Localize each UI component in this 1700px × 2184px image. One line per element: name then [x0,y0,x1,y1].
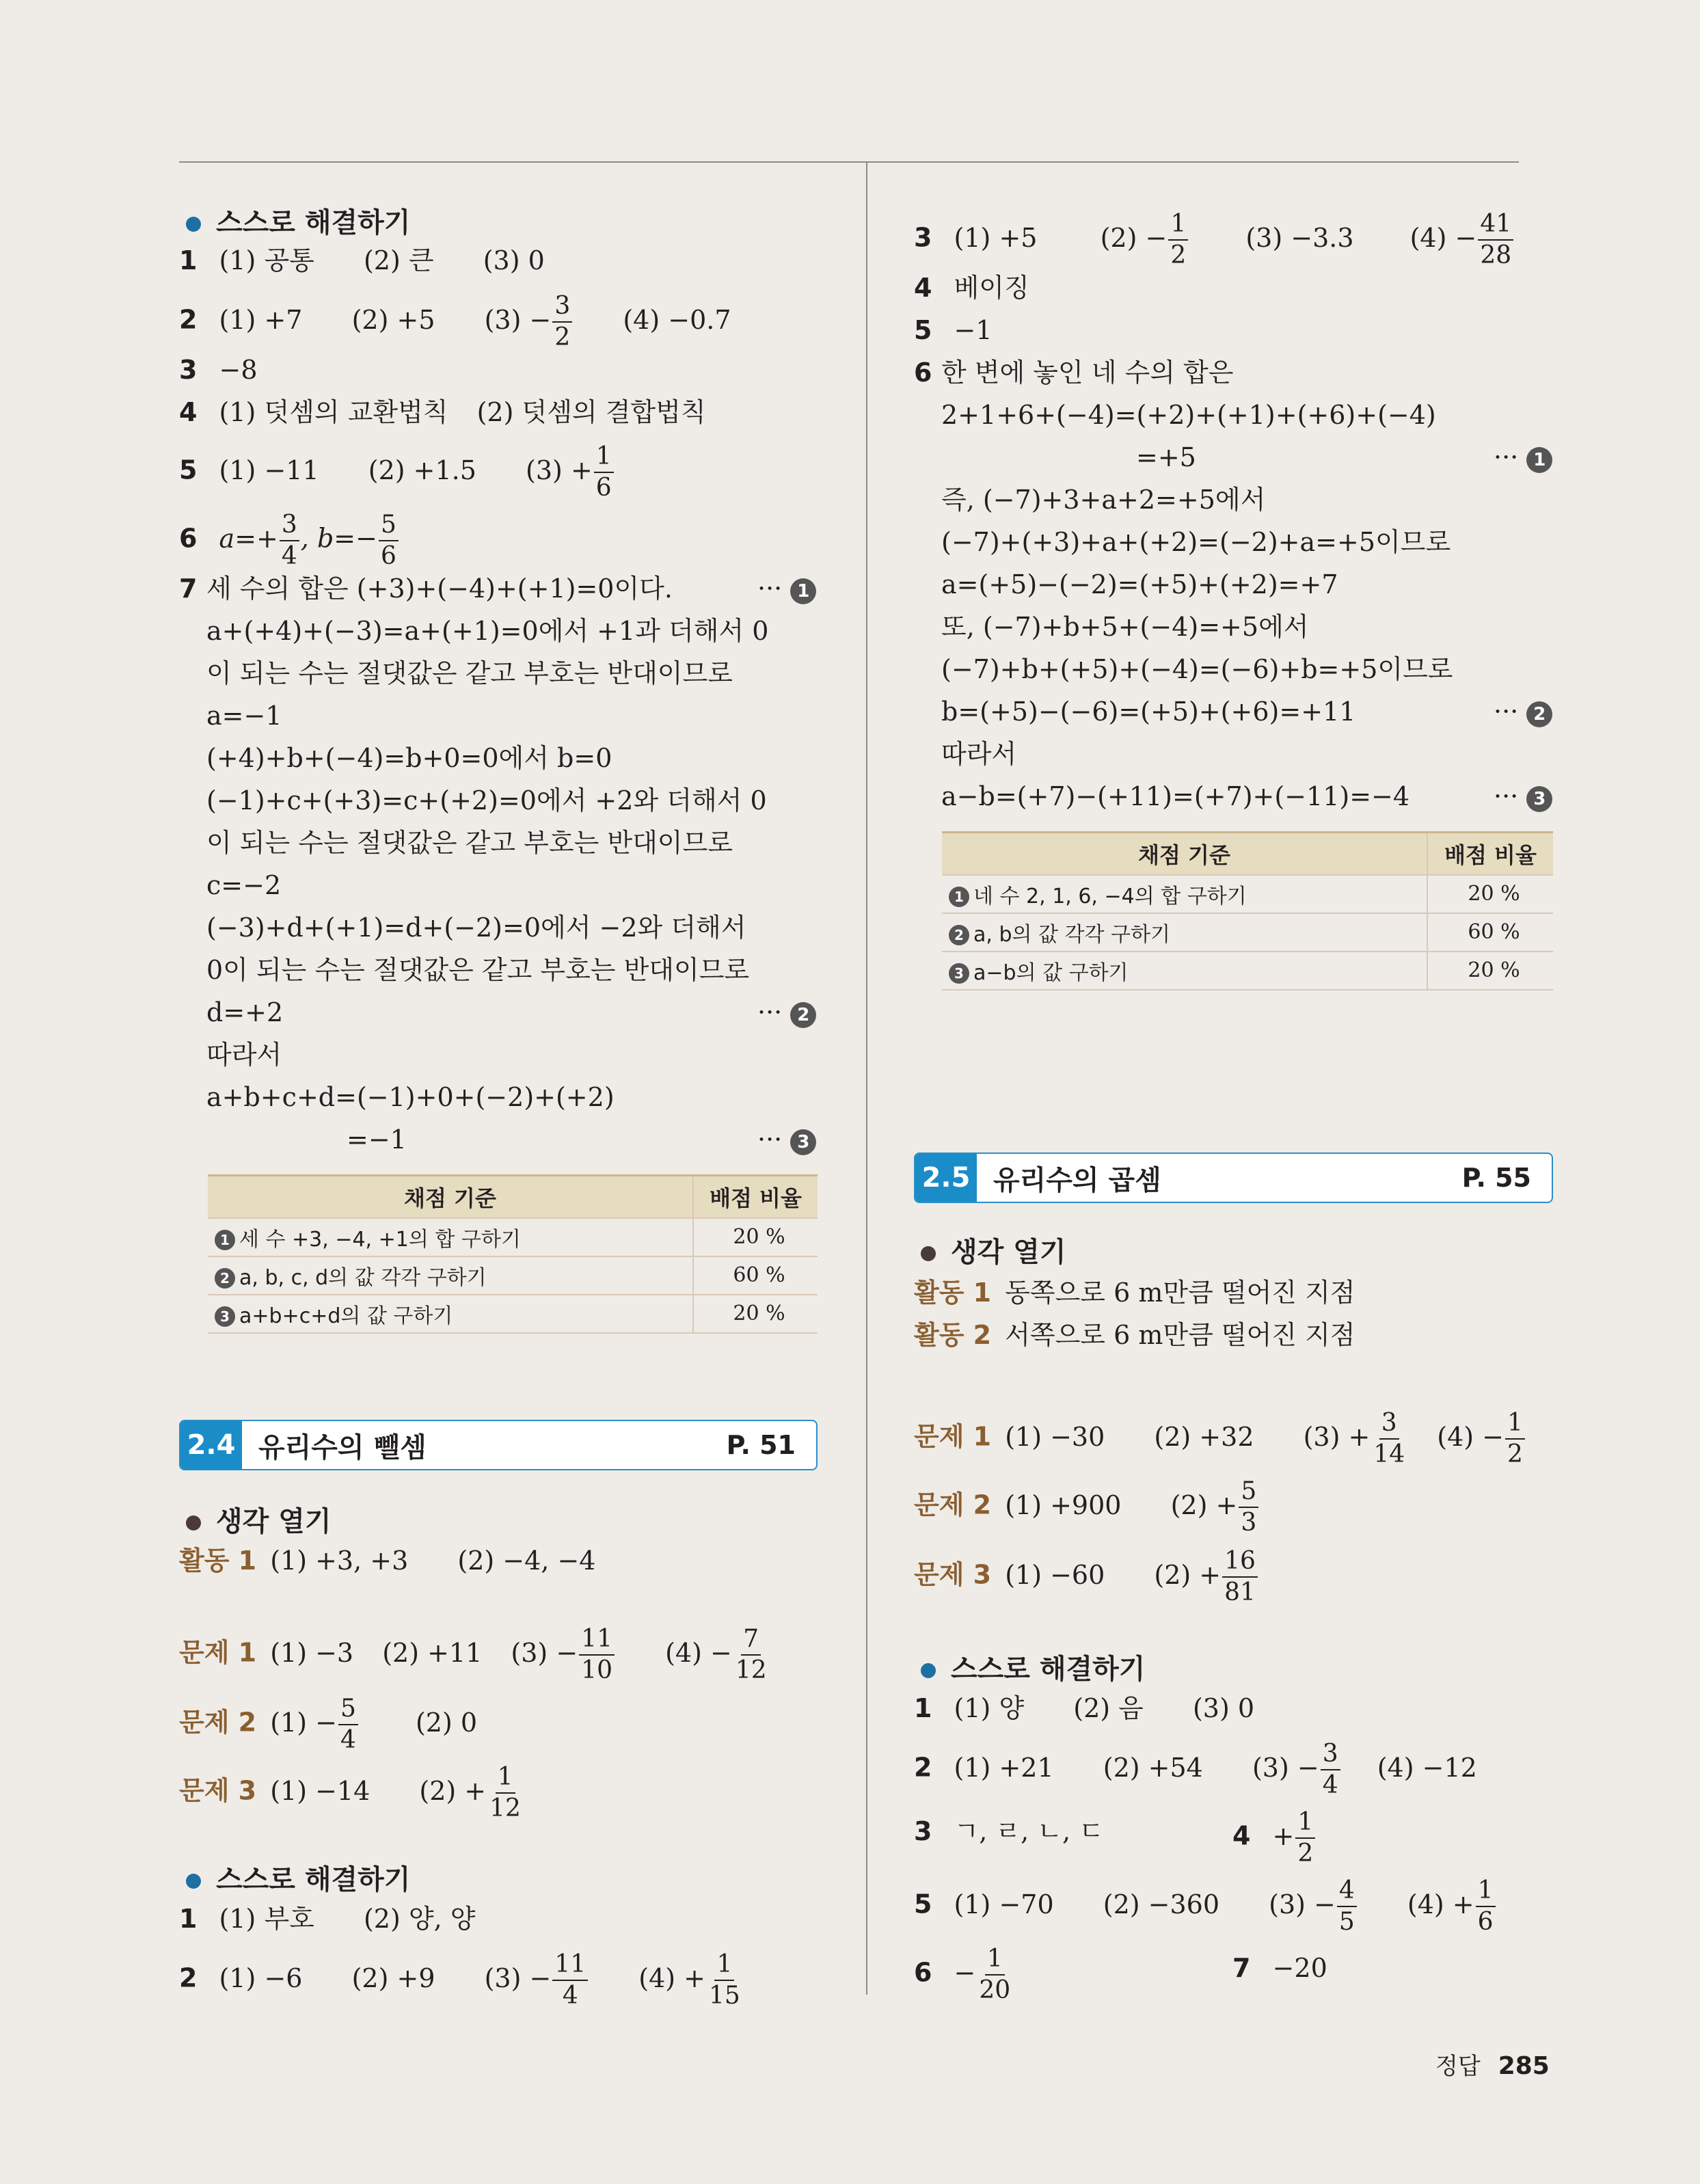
left-q7-number: 7 [179,574,198,604]
page-footer: 정답 285 [1435,2052,1550,2080]
right-self-q3: 3 ㄱ, ㄹ, ㄴ, ㄷ [914,1816,1104,1846]
right-q5: 5 −1 [914,315,993,345]
left-problem-1: 문제 1 (1) −3 (2) +11 (3) − $\frac{11}{10}$ (4) − $\frac{7}{12}$ [179,1627,770,1683]
left-q6: 6 a=+ $\frac{3}{4}$ , b=− $\frac{5}{6}$ [179,513,400,569]
bullet-icon [186,1874,201,1889]
step-marker-1: ··· 1 [757,567,816,610]
left2-q2: 2 (1) −6 (2) +9 (3) − $\frac{11}{4}$ (4) + $\frac{1}{15}$ [179,1952,744,2008]
self-solve-heading-2: 스스로 해결하기 [186,1858,410,1897]
fraction: $\frac{3}{14}$ [1373,1409,1405,1468]
self-solve-heading: 스스로 해결하기 [186,201,410,240]
fraction: $\frac{1}{2}$ [1295,1810,1315,1866]
bullet-icon [921,1246,936,1261]
column-divider [866,163,867,1995]
right-self-q4: 4 + $\frac{1}{2}$ [1232,1810,1317,1866]
bullet-icon [921,1663,936,1678]
right-q6-body: 한 변에 놓인 네 수의 합은 2+1+6+(−4)=(+2)+(+1)+(+6)+(−4) =+5 즉, (−7)+3+a+2=+5에서 (−7)+(+3)+a+(+2)=(−2)+a=+5이므로 a=(+5)−(−2)=(+5)+(+2)=+7 또, (−7)+b+5+(−4)=+5에서 (−7)+b+(+5)+(−4)=(−6)+b=+5이므로 b=(+5)−(−6)=(+5)+(+6)=+11 따라서 a−b=(+7)−(+11)=(+7)+(−11)=−4 [941,358,1453,811]
left2-q1: 1 (1) 부호 (2) 양, 양 [179,1904,476,1934]
fraction: $\frac{1}{2}$ [1505,1411,1525,1467]
fraction: $\frac{1}{20}$ [979,1945,1011,2004]
left-q2: 2 (1) +7 (2) +5 (3) − $\frac{3}{2}$ (4) −0.7 [179,292,731,351]
fraction: $\frac{1}{12}$ [489,1763,521,1822]
step-marker-2: ··· 2 [757,991,816,1034]
section-2-4-banner: 2.4 유리수의 뺄셈 P. 51 [179,1420,818,1470]
fraction: $\frac{5}{3}$ [1239,1479,1258,1535]
fraction: $\frac{5}{6}$ [379,513,399,569]
right-scoring-table: 채점 기준 배점 비율 1 네 수 2, 1, 6, −4의 합 구하기 20 % 2 a, b의 값 각각 구하기 60 % 3 a−b의 값 구하기 20 % [942,831,1553,990]
think-heading-right: 생각 열기 [921,1230,1066,1269]
fraction: $\frac{11}{10}$ [579,1627,615,1683]
fraction: $\frac{3}{4}$ [1321,1742,1340,1798]
step-marker-3: ··· 3 [757,1118,816,1161]
right-self-q2: 2 (1) +21 (2) +54 (3) − $\frac{3}{4}$ (4) −12 [914,1740,1477,1799]
right-step-marker-1: ··· 1 [1494,436,1552,478]
fraction: $\frac{5}{4}$ [338,1697,358,1753]
left-q4: 4 (1) 덧셈의 교환법칙 (2) 덧셈의 결합법칙 [179,397,706,427]
table-row: 2 a, b의 값 각각 구하기 60 % [942,913,1553,952]
left-q1: 1 (1) 공통 (2) 큰 (3) 0 [179,245,545,275]
top-rule [179,161,1519,163]
right-problem-1: 문제 1 (1) −30 (2) +32 (3) + $\frac{3}{14}$ (4) − $\frac{1}{2}$ [914,1411,1526,1467]
fraction: $\frac{4}{5}$ [1337,1878,1357,1934]
right-q3: 3 (1) +5 (2) − $\frac{1}{2}$ (3) −3.3 (4) − $\frac{41}{28}$ [914,212,1515,268]
fraction: $\frac{3}{4}$ [280,513,299,569]
table-row: 1 네 수 2, 1, 6, −4의 합 구하기 20 % [942,875,1553,913]
right-activity-2: 활동 2 서쪽으로 6 m만큼 떨어진 지점 [914,1320,1355,1350]
right-self-q5: 5 (1) −70 (2) −360 (3) − $\frac{4}{5}$ (4) + $\frac{1}{6}$ [914,1878,1497,1934]
left-q5: 5 (1) −11 (2) +1.5 (3) + $\frac{1}{6}$ [179,444,615,500]
left-q3: 3 −8 [179,355,258,385]
left-problem-2: 문제 2 (1) − $\frac{5}{4}$ (2) 0 [179,1695,478,1754]
left-activity-1: 활동 1 (1) +3, +3 (2) −4, −4 [179,1546,596,1576]
think-heading-left: 생각 열기 [186,1500,332,1539]
fraction: $\frac{3}{2}$ [552,294,572,350]
right-problem-2: 문제 2 (1) +900 (2) + $\frac{5}{3}$ [914,1479,1260,1535]
right-self-q1: 1 (1) 양 (2) 음 (3) 0 [914,1693,1255,1723]
fraction: $\frac{16}{81}$ [1222,1549,1258,1605]
right-step-marker-2: ··· 2 [1494,690,1552,733]
left-scoring-table: 채점 기준 배점 비율 1 세 수 +3, −4, +1의 합 구하기 20 % 2 a, b, c, d의 값 각각 구하기 60 % 3 a+b+c+d의 값 구하기 20 % [208,1174,818,1334]
fraction: $\frac{1}{6}$ [1476,1878,1496,1934]
fraction: $\frac{11}{4}$ [552,1952,588,2008]
section-2-5-banner: 2.5 유리수의 곱셈 P. 55 [914,1152,1553,1203]
fraction: $\frac{41}{28}$ [1478,212,1513,268]
table-row: 3 a+b+c+d의 값 구하기 20 % [208,1295,818,1333]
right-activity-1: 활동 1 동쪽으로 6 m만큼 떨어진 지점 [914,1278,1355,1308]
fraction: $\frac{1}{6}$ [594,444,614,500]
left-q7-body: 세 수의 합은 (+3)+(−4)+(+1)=0이다. a+(+4)+(−3)=a+(+1)=0에서 +1과 더해서 0 이 되는 수는 절댓값은 같고 부호는 반대이므로 a=−1 (+4)+b+(−4)=b+0=0에서 b=0 (−1)+c+(+3)=c+(+2)=0에서 +2와 더해서 0 이 되는 수는 절댓값은 같고 부호는 반대이므로 c=−2 (−3)+d+(+1)=d+(−2)=0에서 −2와 더해서 0이 되는 수는 절댓값은 같고 부호는 반대이므로 d=+2 따라서 a+b+c+d=(−1)+0+(−2)+(+2) =−1 [206,574,769,1155]
right-problem-3: 문제 3 (1) −60 (2) + $\frac{16}{81}$ [914,1549,1259,1605]
fraction: $\frac{1}{15}$ [709,1950,740,2010]
right-self-q6: 6 − $\frac{1}{20}$ [914,1947,1014,2003]
self-solve-heading-right: 스스로 해결하기 [921,1647,1145,1686]
table-row: 2 a, b, c, d의 값 각각 구하기 60 % [208,1256,818,1295]
right-q6-number: 6 [914,358,932,388]
table-row: 3 a−b의 값 구하기 20 % [942,952,1553,990]
fraction: $\frac{1}{2}$ [1168,212,1188,268]
bullet-icon [186,1515,201,1531]
bullet-icon [186,217,201,232]
left-problem-3: 문제 3 (1) −14 (2) + $\frac{1}{12}$ [179,1765,524,1821]
right-q4: 4 베이징 [914,273,1029,303]
right-self-q7: 7 −20 [1232,1953,1327,1983]
right-step-marker-3: ··· 3 [1494,775,1552,818]
table-row: 1 세 수 +3, −4, +1의 합 구하기 20 % [208,1218,818,1256]
fraction: $\frac{7}{12}$ [735,1625,767,1684]
